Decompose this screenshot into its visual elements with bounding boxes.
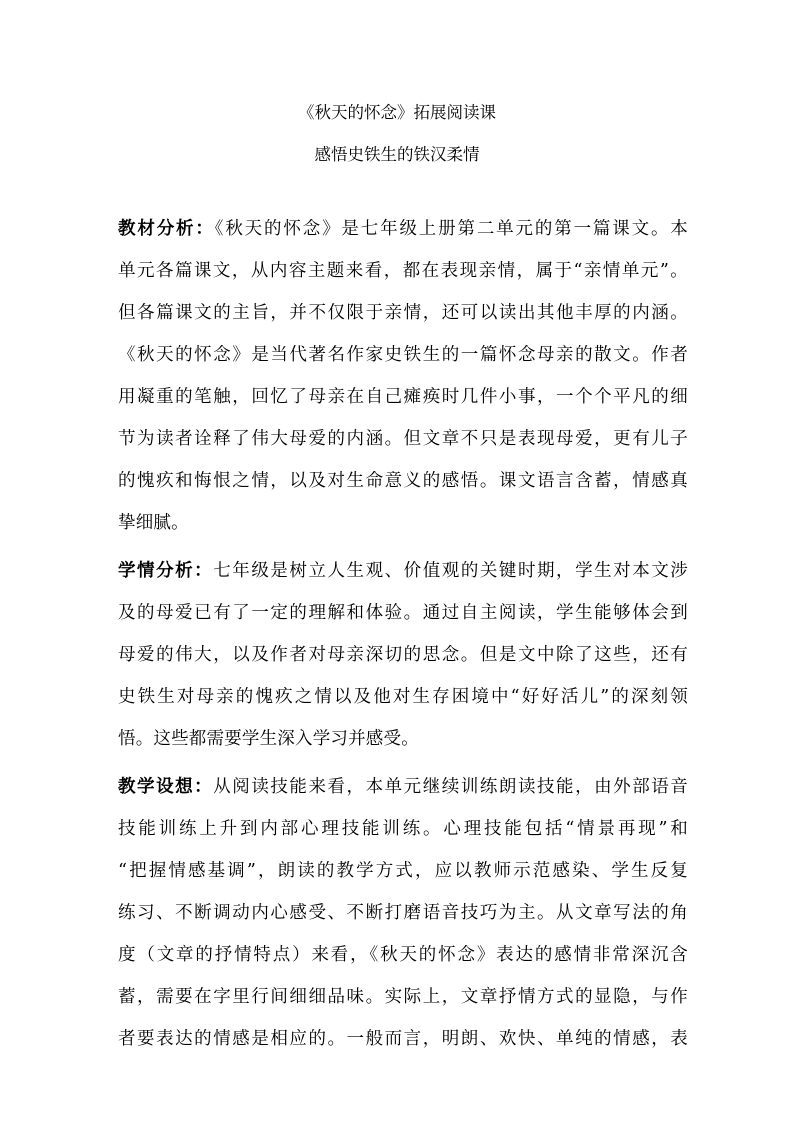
- section-label: 教学设想：: [118, 777, 214, 797]
- paragraph-line: 但各篇课文的主旨，并不仅限于亲情，还可以读出其他丰厚的内涵。: [118, 303, 688, 323]
- paragraph-line: 者要表达的情感是相应的。一般而言，明朗、欢快、单纯的情感，表: [118, 1029, 688, 1049]
- paragraph-line: 技能训练上升到内部心理技能训练。心理技能包括“情景再现”和: [118, 819, 688, 839]
- section-label: 教材分析：: [118, 219, 215, 239]
- paragraph-line: 单元各篇课文，从内容主题来看，都在表现亲情，属于“亲情单元”。: [118, 261, 688, 281]
- line-text: 从阅读技能来看，本单元继续训练朗读技能，由外部语音: [213, 777, 689, 797]
- paragraph-line: 节为读者诠释了伟大母爱的内涵。但文章不只是表现母爱，更有儿子: [118, 429, 688, 449]
- line-text: 《秋天的怀念》是七年级上册第二单元的第一篇课文。本: [214, 219, 688, 239]
- line-text: 七年级是树立人生观、价值观的关键时期，学生对本文涉: [213, 561, 689, 581]
- paragraph-line: 的愧疚和悔恨之情，以及对生命意义的感悟。课文语言含蓄，情感真: [118, 471, 688, 491]
- paragraph-line: [118, 209, 688, 249]
- paragraph-line: 及的母爱已有了一定的理解和体验。通过自主阅读，学生能够体会到: [118, 603, 688, 623]
- paragraph-line: [118, 551, 688, 591]
- paragraph-line: 挚细腻。: [118, 513, 189, 533]
- paragraph-line: 度（文章的抒情特点）来看，《秋天的怀念》表达的感情非常深沉含: [118, 945, 688, 965]
- document-subtitle: 感悟史铁生的铁汉柔情: [314, 145, 480, 164]
- section-label: 学情分析：: [118, 561, 214, 581]
- paragraph-line: 史铁生对母亲的愧疚之情以及他对生存困境中“好好活儿”的深刻领: [118, 687, 688, 707]
- paragraph-line: “把握情感基调”，朗读的教学方式，应以教师示范感染、学生反复: [118, 861, 688, 881]
- document-title: 《秋天的怀念》拓展阅读课: [298, 103, 496, 122]
- paragraph-line: 练习、不断调动内心感受、不断打磨语音技巧为主。从文章写法的角: [118, 903, 688, 923]
- paragraph-line: [118, 767, 688, 807]
- paragraph-line: 《秋天的怀念》是当代著名作家史铁生的一篇怀念母亲的散文。作者: [118, 345, 688, 365]
- paragraph-line: 用凝重的笔触，回忆了母亲在自己瘫痪时几件小事，一个个平凡的细: [118, 387, 688, 407]
- paragraph-line: 悟。这些都需要学生深入学习并感受。: [118, 729, 419, 749]
- paragraph-line: 母爱的伟大，以及作者对母亲深切的思念。但是文中除了这些，还有: [118, 645, 688, 665]
- paragraph-line: 蓄，需要在字里行间细细品味。实际上，文章抒情方式的显隐，与作: [118, 987, 688, 1007]
